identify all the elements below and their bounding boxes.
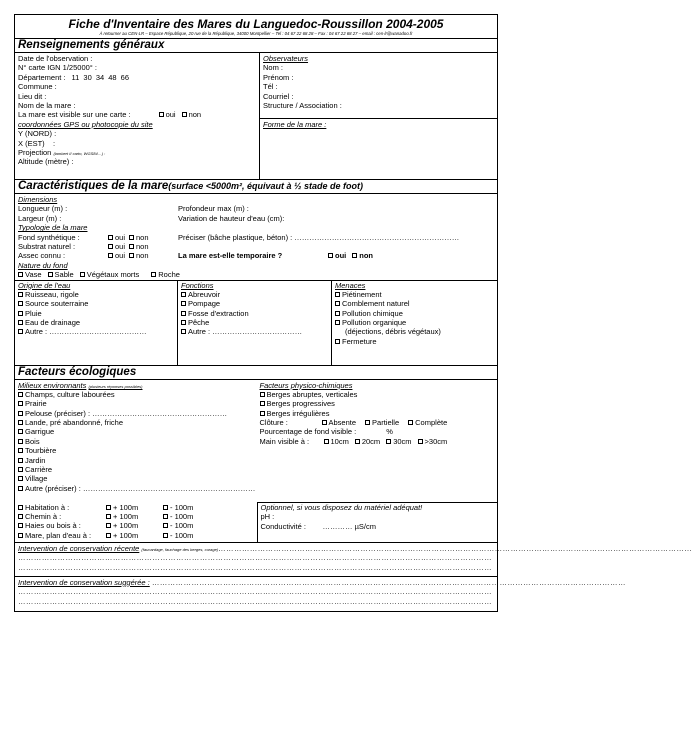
bank-option — [260, 409, 498, 418]
minus-100m-checkbox[interactable] — [163, 533, 168, 538]
origin-label: Pluie — [25, 308, 42, 318]
synthetic-bottom-label: Fond synthétique : — [18, 232, 80, 242]
dimensions-title: Dimensions — [18, 195, 58, 204]
optional-note: Optionnel, si vous disposez du matériel adéquat! — [260, 502, 423, 512]
typology-title: Typologie de la mare — [18, 223, 88, 233]
conductivity-unit: ………… µS/cm — [322, 521, 376, 531]
surrounding-option — [18, 484, 260, 493]
hand-visible-row — [260, 437, 498, 446]
vase-checkbox[interactable] — [18, 272, 23, 277]
fence-complete-label: Complète — [415, 418, 448, 428]
minus-100m-checkbox[interactable] — [163, 505, 168, 510]
department-field[interactable] — [18, 73, 259, 82]
fence-absent-checkbox[interactable] — [322, 420, 327, 425]
surrounding-checkbox[interactable] — [18, 411, 23, 416]
surrounding-option — [18, 474, 260, 483]
yes-label: oui — [115, 232, 126, 242]
map-visible-no-checkbox[interactable] — [182, 112, 187, 117]
fence-label: Clôture : — [259, 418, 288, 428]
suggested-intervention-label: Intervention de conservation suggérée : — [18, 577, 150, 587]
surroundings-hint: (plusieurs réponses possibles) — [88, 383, 143, 389]
threat-checkbox[interactable] — [335, 301, 340, 306]
function-checkbox[interactable] — [181, 320, 186, 325]
synthetic-yes-checkbox[interactable] — [108, 235, 113, 240]
bottom-nature-options — [18, 270, 497, 279]
function-option — [181, 309, 331, 318]
length-field[interactable]: Longueur (m) : — [18, 204, 68, 214]
no-label: non — [188, 110, 202, 120]
distance-row — [18, 521, 260, 530]
conductivity-row[interactable] — [261, 522, 498, 531]
substrate-yes-checkbox[interactable] — [108, 244, 113, 249]
function-checkbox[interactable] — [181, 329, 186, 334]
optional-measurements-box — [257, 502, 498, 542]
surrounding-option — [18, 390, 260, 399]
fence-absent-label: Absente — [328, 418, 357, 428]
plus-100m-label: + 100m — [113, 530, 139, 540]
plus-100m-checkbox[interactable] — [106, 523, 111, 528]
vase-label: Vase — [25, 270, 42, 280]
threat-detail: (déjections, débris végétaux) — [345, 327, 441, 337]
recent-intervention-row — [18, 543, 692, 553]
distance-checkbox[interactable] — [18, 514, 23, 519]
distance-label: Haies ou bois à : — [25, 521, 81, 531]
origin-checkbox[interactable] — [18, 329, 23, 334]
threat-label: Comblement naturel — [342, 299, 410, 309]
gps-coords-title: coordonnées GPS ou photocopie du site — [18, 119, 153, 129]
fence-row — [260, 418, 498, 427]
dead-plants-label: Végétaux morts — [86, 270, 140, 280]
function-label: Abreuvoir — [188, 289, 221, 299]
synthetic-bottom-row — [18, 233, 178, 242]
functions-title: Fonctions — [181, 280, 214, 290]
function-other-field[interactable]: Autre : ……………………………… — [188, 327, 303, 337]
surrounding-label: Garrigue — [25, 427, 55, 437]
minus-100m-label: - 100m — [170, 502, 194, 512]
surrounding-other-field[interactable]: Autre (préciser) : …………………………………………………………… — [25, 483, 256, 493]
surrounding-option — [18, 446, 260, 455]
threat-option — [335, 309, 497, 318]
distance-row — [18, 531, 260, 540]
physico-chemical-title: Facteurs physico-chimiques — [259, 380, 353, 390]
projection-field[interactable] — [18, 148, 259, 157]
plus-100m-checkbox[interactable] — [106, 505, 111, 510]
dotted-line: ……………………………………………………………………………………………………………………………………………………………… — [18, 562, 492, 572]
dry-no-checkbox[interactable] — [129, 253, 134, 258]
function-label: Fosse d'extraction — [188, 308, 249, 318]
minus-100m-label: - 100m — [170, 530, 194, 540]
surrounding-option — [18, 427, 260, 436]
form-title: Fiche d'Inventaire des Mares du Languedoc-Roussillon 2004-2005 — [68, 17, 444, 31]
hand-20cm-label: 20cm — [361, 436, 381, 446]
sable-checkbox[interactable] — [48, 272, 53, 277]
known-dry-label: Assec connu : — [18, 251, 66, 261]
temporary-question: La mare est-elle temporaire ? — [178, 251, 283, 261]
observer-block — [260, 53, 497, 179]
dotted-line: ……………………………………………………………………………………………………………………………………………………………… — [218, 543, 692, 553]
observer-structure-field[interactable]: Structure / Association : — [263, 100, 342, 110]
altitude-field[interactable]: Altitude (mètre) : — [18, 157, 74, 167]
surrounding-checkbox[interactable] — [18, 486, 23, 491]
bank-checkbox[interactable] — [260, 392, 265, 397]
function-option — [181, 290, 331, 299]
hand-10cm-checkbox[interactable] — [324, 439, 329, 444]
dotted-line: ……………………………………………………………………………………………………………………………………………………………… — [18, 596, 492, 606]
origin-label: Ruisseau, rigole — [25, 289, 79, 299]
surrounding-label: Tourbière — [25, 446, 57, 456]
surrounding-checkbox[interactable] — [18, 392, 23, 397]
distance-label: Mare, plan d'eau à : — [25, 530, 92, 540]
plus-100m-label: + 100m — [113, 521, 139, 531]
bank-label: Berges abruptes, verticales — [266, 389, 358, 399]
origin-checkbox[interactable] — [18, 320, 23, 325]
surroundings-title: Milieux environnants — [18, 380, 87, 390]
surrounding-option — [18, 465, 260, 474]
surrounding-checkbox[interactable] — [18, 401, 23, 406]
roche-label: Roche — [158, 270, 180, 280]
surrounding-option — [18, 437, 260, 446]
map-visible-label: La mare est visible sur une carte : — [18, 110, 131, 120]
substrate-no-checkbox[interactable] — [129, 244, 134, 249]
visible-bottom-label: Pourcentage de fond visible : — [259, 427, 357, 437]
water-variation-field[interactable]: Variation de hauteur d'eau (cm): — [178, 213, 285, 223]
bank-label: Berges irrégulières — [266, 408, 330, 418]
observers-panel — [260, 53, 497, 119]
function-checkbox[interactable] — [181, 311, 186, 316]
observer-email-field[interactable]: Courriel : — [263, 91, 294, 101]
origin-label: Source souterraine — [25, 299, 89, 309]
known-dry-row — [18, 251, 178, 260]
distance-row — [18, 512, 260, 521]
surrounding-checkbox[interactable] — [18, 448, 23, 453]
function-label: Pêche — [188, 318, 210, 328]
ign-map-number-field[interactable]: N° carte IGN 1/25000° : — [18, 63, 97, 73]
bank-label: Berges progressives — [266, 399, 335, 409]
surrounding-label: Prairie — [25, 399, 47, 409]
hand-30cm-label: 30cm — [393, 436, 412, 446]
plus-100m-label: + 100m — [113, 511, 139, 521]
minus-100m-checkbox[interactable] — [163, 523, 168, 528]
origin-other-field[interactable]: Autre : ………………………………… — [25, 327, 147, 337]
distance-label: Habitation à : — [25, 502, 70, 512]
surrounding-checkbox[interactable] — [18, 458, 23, 463]
section-characteristics — [15, 194, 497, 365]
threat-label: Piétinement — [342, 289, 382, 299]
origin-functions-threats — [15, 280, 497, 365]
function-checkbox[interactable] — [181, 301, 186, 306]
hand-over30cm-label: >30cm — [424, 436, 448, 446]
surrounding-label: Champs, culture labourées — [25, 389, 115, 399]
surrounding-label: Jardin — [25, 455, 46, 465]
pond-name-field[interactable]: Nom de la mare : — [18, 100, 76, 110]
hand-20cm-checkbox[interactable] — [355, 439, 360, 444]
threat-checkbox[interactable] — [335, 292, 340, 297]
form-header — [15, 15, 497, 39]
threat-checkbox[interactable] — [335, 339, 340, 344]
department-options: 11 30 34 48 66 — [71, 72, 130, 82]
natural-substrate-row — [18, 242, 178, 251]
observation-date-field[interactable]: Date de l'observation : — [18, 54, 93, 63]
observer-name-field[interactable]: Nom : — [263, 63, 284, 73]
distance-checkbox[interactable] — [18, 533, 23, 538]
surrounding-option — [18, 409, 260, 418]
section-ecological-heading: Facteurs écologiques — [15, 365, 497, 380]
percent-sign: % — [386, 427, 393, 437]
dry-yes-checkbox[interactable] — [108, 253, 113, 258]
hand-10cm-label: 10cm — [330, 436, 349, 446]
surrounding-label: Carrière — [25, 465, 53, 475]
distance-checkbox[interactable] — [18, 505, 23, 510]
hand-visible-label: Main visible à : — [259, 436, 310, 446]
section-general-info — [15, 53, 497, 179]
width-field[interactable]: Largeur (m) : — [18, 213, 62, 223]
origin-checkbox[interactable] — [18, 292, 23, 297]
section-ecological — [15, 380, 497, 543]
bottom-nature-title: Nature du fond — [18, 260, 68, 270]
threat-label: Pollution chimique — [342, 308, 403, 318]
max-depth-field[interactable]: Profondeur max (m) : — [178, 204, 249, 214]
dotted-line: ……………………………………………………………………………………………………………………………………………………………… — [18, 587, 492, 597]
bank-option — [260, 399, 498, 408]
map-visible-yes-checkbox[interactable] — [159, 112, 164, 117]
bank-checkbox[interactable] — [260, 401, 265, 406]
function-option — [181, 327, 331, 336]
dead-plants-checkbox[interactable] — [80, 272, 85, 277]
projection-label: Projection — [18, 147, 52, 157]
minus-100m-label: - 100m — [170, 511, 194, 521]
observer-firstname-field[interactable]: Prénom : — [263, 72, 294, 82]
surrounding-label: Pelouse (préciser) : ……………………………………………… — [25, 408, 228, 418]
yes-label: oui — [165, 110, 176, 120]
threat-option — [335, 337, 497, 346]
projection-hint: (lambert II carto, WGS84…) : — [53, 150, 106, 156]
sable-label: Sable — [54, 270, 74, 280]
surrounding-label: Lande, pré abandonné, friche — [25, 418, 123, 428]
function-checkbox[interactable] — [181, 292, 186, 297]
threat-label: Fermeture — [342, 336, 377, 346]
origin-option — [18, 309, 177, 318]
surrounding-checkbox[interactable] — [18, 429, 23, 434]
bank-option — [260, 390, 498, 399]
threat-option — [335, 290, 497, 299]
suggested-intervention-row — [18, 577, 626, 587]
section-general-info-heading: Renseignements généraux — [15, 39, 497, 53]
surrounding-checkbox[interactable] — [18, 420, 23, 425]
fence-partial-label: Partielle — [372, 418, 400, 428]
plus-100m-checkbox[interactable] — [106, 514, 111, 519]
surrounding-option — [18, 399, 260, 408]
yes-label: oui — [115, 251, 126, 261]
observers-title: Observateurs — [263, 54, 309, 63]
no-label: non — [359, 251, 373, 261]
surrounding-option — [18, 418, 260, 427]
distance-label: Chemin à : — [25, 511, 62, 521]
commune-field[interactable]: Commune : — [18, 82, 57, 92]
function-option — [181, 299, 331, 308]
surrounding-label: Village — [25, 474, 48, 484]
x-east-field[interactable]: X (EST) : — [18, 138, 56, 148]
function-label: Pompage — [188, 299, 221, 309]
characteristics-title: Caractéristiques de la mare — [18, 180, 169, 192]
natural-substrate-label: Substrat naturel : — [18, 241, 76, 251]
surrounding-checkbox[interactable] — [18, 467, 23, 472]
water-origin-title: Origine de l'eau — [18, 280, 71, 290]
origin-label: Eau de drainage — [25, 318, 81, 328]
dotted-line: ……………………………………………………………………………………………………………………………………………………………… — [18, 553, 492, 563]
department-label: Département : — [18, 72, 66, 82]
inventory-form — [14, 14, 692, 612]
temporary-yes-checkbox[interactable] — [328, 253, 333, 258]
yes-label: oui — [335, 251, 347, 261]
origin-option — [18, 299, 177, 308]
surrounding-checkbox[interactable] — [18, 476, 23, 481]
distance-row — [18, 503, 260, 512]
minus-100m-label: - 100m — [170, 521, 194, 531]
origin-option — [18, 327, 177, 336]
no-label: non — [136, 251, 149, 261]
pond-shape-title: Forme de la mare : — [263, 120, 327, 129]
threat-option — [335, 299, 497, 308]
suggested-intervention-box[interactable] — [15, 577, 626, 611]
fence-complete-checkbox[interactable] — [408, 420, 413, 425]
temporary-row — [178, 251, 496, 260]
bank-checkbox[interactable] — [260, 411, 265, 416]
roche-checkbox[interactable] — [151, 272, 156, 277]
recent-intervention-hint: (faucardage, fauchage des berges, curage) — [141, 546, 219, 552]
origin-option — [18, 318, 177, 327]
recent-intervention-box[interactable] — [15, 543, 692, 577]
origin-option — [18, 290, 177, 299]
temporary-no-checkbox[interactable] — [352, 253, 357, 258]
section-characteristics-heading — [15, 179, 497, 194]
origin-checkbox[interactable] — [18, 311, 23, 316]
yes-label: oui — [115, 241, 126, 251]
lieu-dit-field[interactable]: Lieu dit : — [18, 91, 47, 101]
threat-checkbox[interactable] — [335, 320, 340, 325]
characteristics-subtitle: (surface <5000m², équivaut à ½ stade de foot) — [168, 181, 364, 191]
hand-over30cm-checkbox[interactable] — [418, 439, 423, 444]
hand-30cm-checkbox[interactable] — [386, 439, 391, 444]
pond-shape-panel[interactable] — [260, 119, 497, 129]
ph-field[interactable]: pH : — [260, 512, 275, 522]
surrounding-label: Bois — [25, 436, 40, 446]
fence-partial-checkbox[interactable] — [365, 420, 370, 425]
visible-bottom-row[interactable] — [260, 427, 498, 436]
threat-option — [335, 318, 497, 327]
synthetic-no-checkbox[interactable] — [129, 235, 134, 240]
plus-100m-label: + 100m — [113, 502, 139, 512]
y-north-field[interactable]: Y (NORD) : — [18, 129, 57, 139]
no-label: non — [136, 232, 149, 242]
threats-title: Menaces — [335, 280, 366, 290]
surrounding-option — [18, 456, 260, 465]
surroundings-title-row — [18, 381, 260, 390]
minus-100m-checkbox[interactable] — [163, 514, 168, 519]
dotted-line: ……………………………………………………………………………………………………………………………………………………………… — [151, 577, 626, 587]
plus-100m-checkbox[interactable] — [106, 533, 111, 538]
threat-label: Pollution organique — [342, 318, 407, 328]
return-address: À retourner au CEN-LR – Espace République, 20 rue de la République, 34000 Montpellier – Tel : 04 67 22 68 28 – Fax : 04 67 22 68 27 – email : cen-lr@wanadoo.fr — [99, 31, 413, 36]
conductivity-label: Conductivité : — [260, 521, 306, 531]
recent-intervention-label: Intervention de conservation récente — [18, 543, 140, 553]
threat-checkbox[interactable] — [335, 311, 340, 316]
specify-material-field[interactable]: Préciser (bâche plastique, béton) : ………………………………………………………… — [178, 232, 460, 242]
observer-phone-field[interactable]: Tél : — [263, 82, 278, 92]
location-block — [15, 53, 260, 179]
map-visible-field — [18, 110, 259, 119]
no-label: non — [136, 241, 149, 251]
function-option — [181, 318, 331, 327]
origin-checkbox[interactable] — [18, 301, 23, 306]
distance-checkbox[interactable] — [18, 523, 23, 528]
surrounding-checkbox[interactable] — [18, 439, 23, 444]
